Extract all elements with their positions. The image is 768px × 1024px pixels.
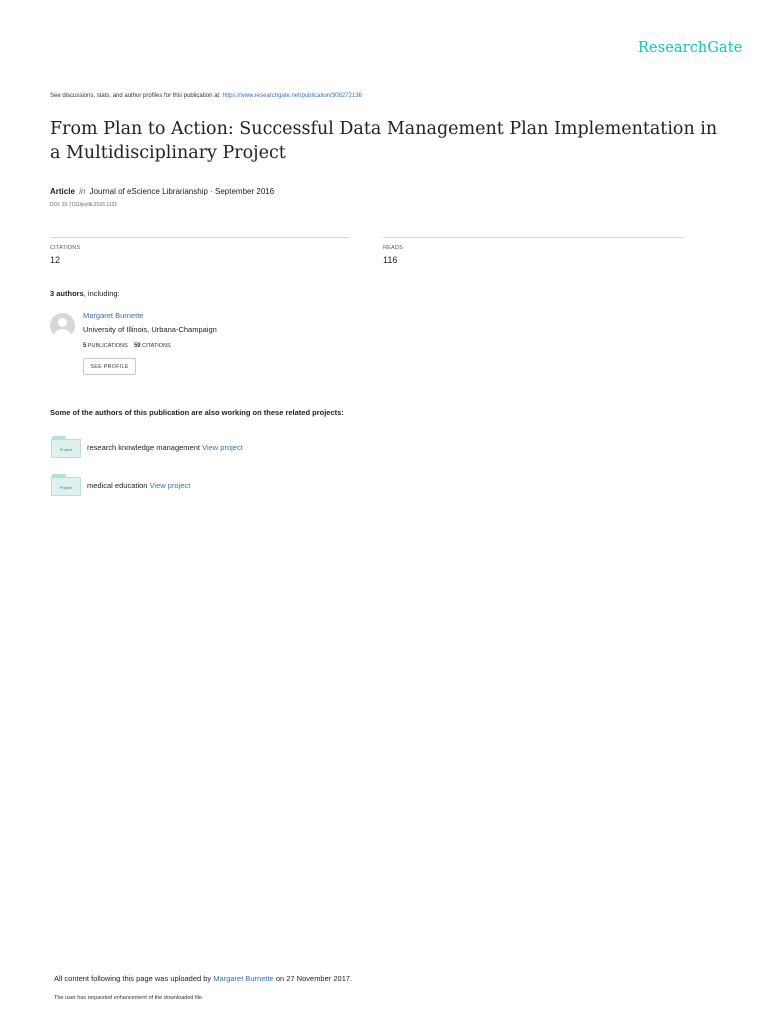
citations-value: 12 [50, 255, 61, 265]
project-name: medical education [87, 481, 148, 490]
author-avatar-icon[interactable] [50, 313, 75, 338]
upload-prefix: All content following this page was uploaded by [54, 974, 212, 983]
author-publications-label: PUBLICATIONS [87, 343, 128, 349]
enhancement-note: The user has requested enhancement of the downloaded file. [54, 995, 204, 1001]
authors-count: 3 authors [50, 289, 84, 298]
reads-value: 116 [383, 255, 398, 265]
citations-label: CITATIONS [50, 245, 81, 251]
project-folder-icon[interactable] [51, 436, 81, 460]
upload-suffix: on 27 November 2017. [275, 974, 353, 983]
project-item [87, 481, 190, 490]
see-profile-button[interactable]: SEE PROFILE [83, 358, 136, 375]
researchgate-logo[interactable]: ResearchGate [638, 40, 743, 56]
uploader-link[interactable]: Margaret Burnette [213, 974, 274, 983]
author-stats [83, 343, 171, 349]
view-project-link[interactable]: View project [149, 481, 191, 490]
project-folder-icon[interactable] [51, 474, 81, 498]
paper-title: From Plan to Action: Successful Data Management Plan Implementation in a Multidisciplinary Project [50, 119, 718, 163]
doi: DOI: 10.7191/jeslib.2016.1101 [50, 202, 118, 208]
citations-divider [50, 237, 350, 238]
reads-label: READS [383, 245, 403, 251]
reads-divider [383, 237, 684, 238]
see-discussions-line [50, 93, 362, 99]
author-name-link[interactable]: Margaret Burnette [83, 311, 144, 320]
project-icon-label: Project [59, 447, 73, 452]
paper-meta [50, 187, 274, 196]
author-citations-label: CITATIONS [142, 343, 171, 349]
paper-type: Article [50, 187, 75, 196]
project-name: research knowledge management [87, 443, 200, 452]
author-publications-count: 5 [83, 343, 87, 349]
upload-note [54, 974, 352, 983]
view-project-link[interactable]: View project [202, 443, 243, 452]
project-item [87, 443, 243, 452]
see-discussions-text: See discussions, stats, and author profiles for this publication at: [50, 93, 221, 99]
related-projects-heading: Some of the authors of this publication are also working on these related projects: [50, 408, 344, 417]
author-institution: University of Illinois, Urbana-Champaign [83, 325, 217, 334]
in-word: in [79, 187, 86, 196]
authors-heading [50, 289, 120, 298]
project-icon-label: Project [59, 485, 73, 490]
authors-suffix: , including: [83, 289, 120, 298]
publication-url-link[interactable]: https://www.researchgate.net/publication/308272136 [222, 93, 362, 99]
author-citations-count: 59 [133, 343, 141, 349]
journal-name: Journal of eScience Librarianship · September 2016 [89, 187, 275, 196]
